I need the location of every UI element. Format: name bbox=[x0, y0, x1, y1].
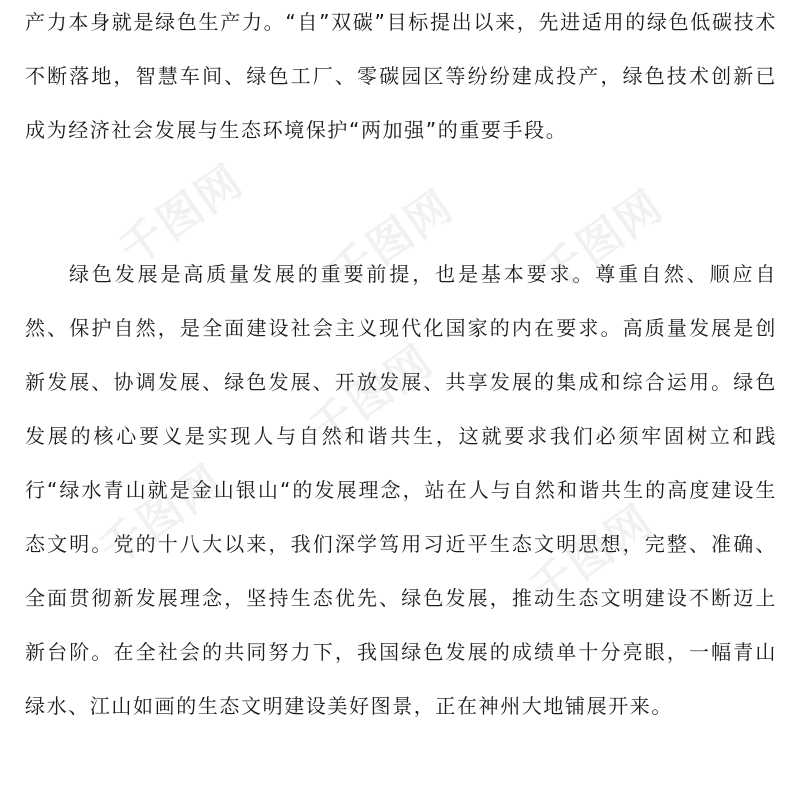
watermark: 千图网 bbox=[90, 455, 233, 577]
watermark: 千图网 bbox=[530, 180, 673, 302]
watermark: 千图网 bbox=[320, 180, 463, 302]
watermark: 千图网 bbox=[300, 335, 443, 457]
paragraph-2: 绿色发展是高质量发展的重要前提，也是基本要求。尊重自然、顺应自然、保护自然，是全面建设社会主义现代化国家的内在要求。高质量发展是创新发展、协调发展、绿色发展、开放发展、共享发展的集成和综合运用。绿色发展的核心要义是实现人与自然和谐共生，这就要求我们必须牢固树立和践行“绿水青山就是金山银山“的发展理念，站在人与自然和谐共生的高度建设生态文明。党的十八大以来，我们深学笃用习近平生态文明思想，完整、准确、全面贯彻新发展理念，坚持生态优先、绿色发展，推动生态文明建设不断迈上新台阶。在全社会的共同努力下，我国绿色发展的成绩单十分亮眼，一幅青山绿水、江山如画的生态文明建设美好图景，正在神州大地铺展开来。 bbox=[25, 262, 777, 718]
watermark: 千图网 bbox=[520, 495, 663, 617]
paragraph-1: 产力本身就是绿色生产力。“自”双碳”目标提出以来，先进适用的绿色低碳技术不断落地，智慧车间、绿色工厂、零碳园区等纷纷建成投产，绿色技术创新已成为经济社会发展与生态环境保护“两加强”的重要手段。 bbox=[25, 10, 777, 142]
watermark: 千图网 bbox=[110, 155, 253, 277]
